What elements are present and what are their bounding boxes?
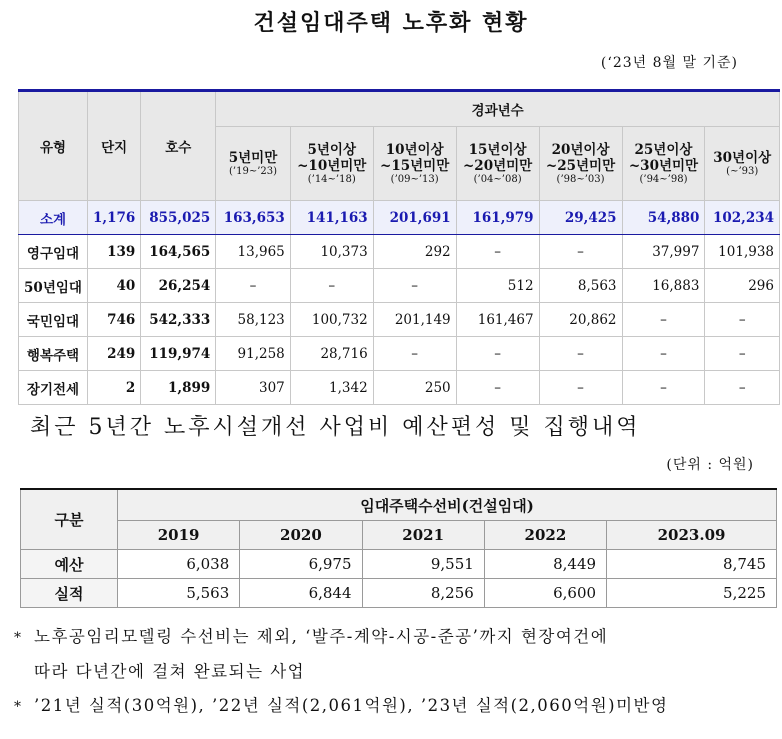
year-header: 2022 [484,521,606,550]
cell-value: – [373,337,456,371]
cell-value: 6,975 [240,550,362,579]
cell-value: – [539,235,622,269]
band-label: 15년이상 ~20년미만 [462,142,533,174]
cell-value: 292 [373,235,456,269]
band-header [216,127,290,201]
col-complex-header: 단지 [88,91,141,201]
cell-value: – [456,235,539,269]
col-category-header: 구분 [21,489,118,550]
cell-value: 512 [456,269,539,303]
cell-value: 54,880 [622,201,705,235]
cell-value: – [290,269,373,303]
cell-value: 6,600 [484,579,606,608]
cell-complex: 1,176 [88,201,141,235]
cell-type: 행복주택 [19,337,88,371]
cell-value: 201,691 [373,201,456,235]
cell-value: 58,123 [216,303,290,337]
band-header [456,127,539,201]
cell-value: 102,234 [705,201,780,235]
band-range: (’09~’13) [390,174,439,185]
year-header: 2020 [240,521,362,550]
cell-type: 영구임대 [19,235,88,269]
band-range: (’98~’03) [556,174,605,185]
note-1-line-2: 따라 다년간에 걸쳐 완료되는 사업 [34,662,306,681]
cell-value: 307 [216,371,290,405]
year-header: 2023.09 [607,521,777,550]
cell-value: 28,716 [290,337,373,371]
band-label: 5년이상 ~10년미만 [297,142,367,174]
cell-value: 8,449 [484,550,606,579]
table-header-row [19,91,780,127]
cell-value: 9,551 [362,550,484,579]
cell-value: 1,342 [290,371,373,405]
budget-body [21,550,777,608]
cell-value: – [622,337,705,371]
note-2 [14,689,668,724]
cell-value: 101,938 [705,235,780,269]
cell-value: 161,979 [456,201,539,235]
band-range: (’19~’23) [229,166,278,177]
budget-table [20,488,777,608]
note-bullet: * [14,630,23,646]
page-title: 건설임대주택 노후화 현황 [253,10,529,36]
band-header [539,127,622,201]
cell-value: – [705,371,780,405]
cell-value: – [456,337,539,371]
table-row [21,550,777,579]
cell-value: 250 [373,371,456,405]
cell-value: 5,563 [118,579,240,608]
cell-value: 8,745 [607,550,777,579]
note-bullet: * [14,699,23,715]
band-range: (’04~’08) [473,174,522,185]
cell-value: 13,965 [216,235,290,269]
cell-value: – [456,371,539,405]
band-header [622,127,705,201]
table-row [19,235,780,269]
cell-value: 10,373 [290,235,373,269]
cell-value: 8,563 [539,269,622,303]
cell-units: 164,565 [141,235,216,269]
cell-value: 100,732 [290,303,373,337]
band-range: (’94~’98) [639,174,688,185]
table-row [21,579,777,608]
band-label: 25년이상 ~30년미만 [628,142,699,174]
unit-label: (단위 : 억원) [666,457,754,473]
basis-date: (‘23년 8월 말 기준) [600,55,738,71]
cell-value: 91,258 [216,337,290,371]
cell-complex: 746 [88,303,141,337]
row-label: 예산 [21,550,118,579]
band-header [705,127,780,201]
cell-value: – [705,303,780,337]
cell-value: 16,883 [622,269,705,303]
table-row [19,303,780,337]
cell-units: 855,025 [141,201,216,235]
cell-complex: 2 [88,371,141,405]
cell-value: 201,149 [373,303,456,337]
cell-value: – [705,337,780,371]
cell-value: 8,256 [362,579,484,608]
note-2-text: ’21년 실적(30억원), ’22년 실적(2,061억원), ’23년 실적(2,060억원)미반영 [34,696,669,715]
aging-status-table [18,89,780,405]
cell-units: 26,254 [141,269,216,303]
year-header: 2021 [362,521,484,550]
table-row [19,337,780,371]
band-range: (’14~’18) [307,174,356,185]
cell-value: – [373,269,456,303]
year-header-row [21,521,777,550]
year-header: 2019 [118,521,240,550]
band-label: 10년이상 ~15년미만 [380,142,450,174]
cell-complex: 249 [88,337,141,371]
band-label: 20년이상 ~25년미만 [545,142,616,174]
cell-value: 29,425 [539,201,622,235]
col-units-header: 호수 [141,91,216,201]
cell-value: – [216,269,290,303]
cell-units: 119,974 [141,337,216,371]
cell-value: – [622,371,705,405]
aging-status-body [19,201,780,405]
section-title: 최근 5년간 노후시설개선 사업비 예산편성 및 집행내역 [30,415,641,440]
band-header [290,127,373,201]
row-label: 실적 [21,579,118,608]
cell-value: 141,163 [290,201,373,235]
cell-value: 37,997 [622,235,705,269]
cell-value: – [539,371,622,405]
cell-value: 5,225 [607,579,777,608]
note-1 [14,620,608,689]
note-1-line-1: 노후공임리모델링 수선비는 제외, ‘발주-계약-시공-준공’까지 현장여건에 [34,627,609,646]
cell-value: – [539,337,622,371]
cell-type: 장기전세 [19,371,88,405]
cell-value: 161,467 [456,303,539,337]
band-label: 30년이상 [713,150,772,166]
cell-value: 20,862 [539,303,622,337]
subtotal-row [19,201,780,235]
cell-complex: 139 [88,235,141,269]
cell-value: 163,653 [216,201,290,235]
table-row [19,371,780,405]
band-range: (~’93) [726,166,759,177]
band-header [373,127,456,201]
cell-value: 6,038 [118,550,240,579]
table-row [19,269,780,303]
cell-value: – [622,303,705,337]
cell-type: 50년임대 [19,269,88,303]
budget-header-row [21,489,777,521]
col-group-header: 임대주택수선비(건설임대) [118,489,777,521]
cell-units: 1,899 [141,371,216,405]
cell-units: 542,333 [141,303,216,337]
cell-type: 소계 [19,201,88,235]
col-elapsed-header: 경과년수 [216,91,780,127]
cell-type: 국민임대 [19,303,88,337]
cell-value: 6,844 [240,579,362,608]
col-type-header: 유형 [19,91,88,201]
band-label: 5년미만 [228,150,278,166]
cell-complex: 40 [88,269,141,303]
cell-value: 296 [705,269,780,303]
